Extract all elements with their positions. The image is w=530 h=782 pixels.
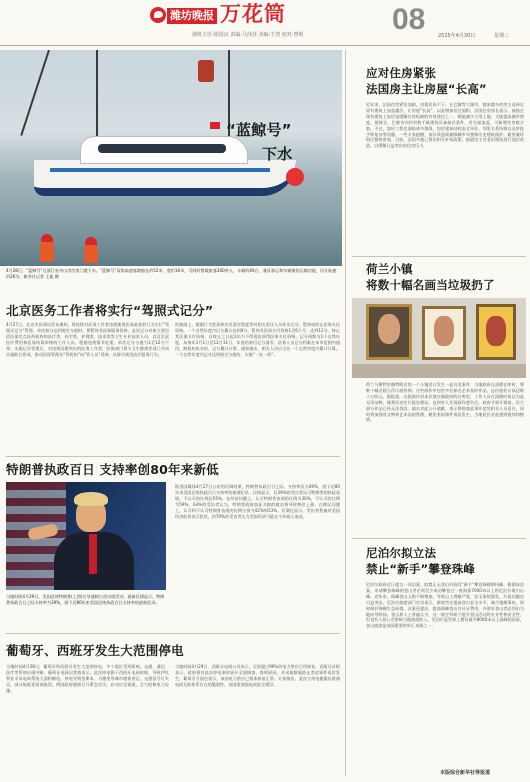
trump-photo-caption: 当地时间4月29日，美国总统特朗普(上图)在华盛顿白宫出席活动。最新民调显示，特朗普执政百日之际支持率为39%，创下近80年来美国总统执政百日支持率的最低纪录。 [6, 594, 165, 605]
auction-article-body: 荷兰马斯特里赫特附近的一个小镇近日发生一起乌龙事件：当地政府在清理仓库时，将数十幅名画当作垃圾扔掉。这些画作中包括多位知名艺术家的作品，总价值估计高达数十万欧元。据报道，这批画作原本存放在镇政府的仓库里，工作人员在清理时误以为是无用杂物，便将其送往垃圾处理站。直到有人发现画作遗失后，政府才展开调查，但大部分作品已经无法找回。镇长对此公开道歉，表示将彻查此事并追究相关人员责任，同时将加强对文物和艺术品的管理，避免类似事件再次发生。当地居民对此感到震惊和惋惜。 [366, 382, 524, 423]
ship-windows [98, 144, 226, 153]
trump-article-title: 特朗普执政百日 支持率创80年来新低 [6, 462, 219, 477]
beijing-article-body-col1: 4月27日，北京市医保局发布通知，将连续对医务工作者违规使用医保基金的行为实行“驾照式记分”管理。单次扣分达到规定分值时，将暂停其医保服务资格。此次记分对象主要包括医保定点医药机构的医疗类、药学类、护理类、技术类等卫生专业技术人员，以及负责医疗费用和医保结算审核的工作人员。根据违规情节轻重，单次记分分值为1至12分不等。实施记分管理后，对违规问题突出的医务工作者，医保部门将与卫生健康等部门共同实施联合惩戒，推动医保管理从“管机构”向“管人员”延伸，从源头规范医疗服务行为。 [6, 322, 169, 357]
spain-article-body-col2: 当地时间4月29日，西班牙电网公司表示，全国超过99%的电力供应已经恢复。西班牙首相表示，政府将对此次停电事故展开全面调查，查明原因，并采取措施防止类似事件再次发生。葡萄牙方面也表示，该国电力供应已基本恢复正常。专家指出，此次大停电暴露出欧洲电网互联体系存在的脆弱性，各国需加强电网安全建设。 [175, 664, 340, 687]
issue-weekday: 星期三 [494, 33, 510, 39]
worker-figure [84, 243, 98, 263]
section-divider [6, 633, 340, 634]
beijing-article-title: 北京医务工作者将实行“驾照式记分” [6, 303, 214, 318]
section-divider [352, 256, 526, 257]
section-divider [352, 538, 526, 539]
paper-logo [150, 6, 214, 26]
ship-balloon-decoration [286, 168, 304, 186]
paintings-photo [352, 298, 526, 378]
spain-article-title: 葡萄牙、西班牙发生大范围停电 [6, 643, 184, 658]
auction-title-line2: 将数十幅名画当垃圾扔了 [366, 278, 495, 292]
person-tie [89, 534, 97, 574]
ship-overlay-title-line1: “蓝鲸号” [226, 121, 292, 139]
housing-title-line2: 法国房主让房屋“长高” [366, 82, 487, 96]
worker-figure [40, 240, 54, 262]
column-divider [345, 50, 346, 776]
ship-photo-caption: 4月28日，“蓝鲸号”在浙江省舟山市沈家门港下水。“蓝鲸号”双体高速客滚船长约52米、宽约16米，可同时搭载旅客300余人、车辆约40台，兼具客运和车辆滚装运输功能，设计航速约26节。新华社记者 王振 摄 [6, 268, 337, 279]
painting-figure [486, 316, 506, 346]
masthead [0, 0, 530, 46]
paper-name: 潍坊晚报 [167, 8, 217, 24]
trump-photo [6, 482, 166, 590]
ship-stripe [50, 168, 270, 172]
housing-title-line1: 应对住房紧张 [366, 66, 437, 80]
crane-cable [96, 50, 98, 142]
section-title: 万花筒 [220, 1, 286, 26]
beijing-article-body-col2: 的基础上，根据行为性质和负有责任程度等对相关责任人员作出记分，暂停或终止医保支付资格。一个自然年度内记分累计达到9分，暂停其医保支付资格1至6个月；达到12分，终止其医保支付资格，自终止之日起1年内不得再次获得医保支付资格。记分周期为1个自然年度，从每年1月1日至12月31日，年度结束后记分清零。医务人员记分档案在本市范围内通用，跨机构执业的，记分累计计算。通知指出，相关人员应当在一个自然年度内累计计算。一个自然年度内记分达到规定分值的，实施“一处一档”。 [175, 322, 340, 357]
page-number: 08 [392, 3, 426, 36]
ship-flag-icon [210, 122, 220, 129]
crane-cable [20, 50, 50, 136]
painting-portrait [378, 314, 400, 344]
person-hair [74, 492, 108, 506]
source-note: 本版综合新华社等报道 [440, 770, 491, 776]
nepal-article-body: 尼泊尔政府近日提交一项法案，拟禁止无登山经验的“新手”攀登珠穆朗玛峰。根据该法案，申请攀登珠峰的登山者必须至少成功攀登过一座海拔7000米以上的尼泊尔境内山峰。近年来，珠峰登山人数不断增加，导致山上拥堵严重，安全事故频发，垃圾问题也日益突出。尼泊尔旅游部门官员表示，新规旨在提高登山安全水平，减少遇难事故，同时保护珠峰生态环境。法案还提出，提高珠峰登山许可证费用，并要求登山者必须由当地向导陪同。登山界人士普遍认为，这一规定有助于提升登山活动的专业性和安全性，但也有人担心会影响当地旅游收入。尼泊尔是世界上拥有最多8000米以上高峰的国家，登山旅游是该国重要的外汇来源之一。 [366, 582, 524, 629]
nepal-title-line2: 禁止“新手”攀登珠峰 [366, 562, 476, 576]
masthead-divider [0, 45, 530, 46]
ship-hull [34, 160, 296, 196]
ship-launch-photo [0, 50, 342, 266]
housing-article-body: 近年来，法国住房紧张加剧，房租居高不下。在巴黎等大城市，越来越多的房主选择在原有建筑上加盖楼层，让房屋“长高”，以此增加居住面积。法国住房部长表示，鼓励在现有建筑上加层是缓解住房短缺的有效途径之一，既能减少占用土地，又能提高城市密度。据统计，巴黎市内约有数千栋建筑具备加层条件，若全部加盖，可新增住房数万套。不过，加层工程也面临诸多挑战，包括建筑结构安全评估、邻里关系协调以及审批手续复杂等问题。一些专家提醒，加层改造需兼顾城市风貌和历史建筑保护，避免破坏街区整体景观。目前，法国多地已推出相关补贴政策，鼓励房主对老旧建筑进行加层改造，以缓解日益突出的住房压力。 [366, 102, 524, 149]
ship-overlay-title-line2: 下水 [262, 145, 293, 163]
section-divider [6, 456, 340, 457]
spain-article-body-col1: 当地时间4月28日，葡萄牙和西班牙发生大范围停电，多个地区受到影响，交通、通信、医疗等系统出现中断。葡萄牙电网运营商表示，此次停电源于西班牙电网故障，导致伊比利亚半岛电网系统大面积断电。停电导致里斯本、马德里等城市地铁停运，交通信号灯失灵，部分航班延误或取消。两国政府随即召开紧急会议，启动应急预案，全力抢修电力设施。 [6, 664, 169, 693]
worker-helmet-icon [41, 234, 53, 242]
nepal-title-line1: 尼泊尔拟立法 [366, 546, 437, 560]
trump-article-body: 据美国媒体4月27日公布的民调结果，特朗普执政百日之际，支持率仅为39%，创下近80年来美国总统执政百日支持率的最低纪录。民调显示，仅39%的受访者认可特朗普的执政表现，不认可的比例达55%。在经济问题上，认可特朗普表现的比例为36%，不认可的比例为59%。63%的受访者认为，特朗普政府加征关税的做法将导致物价上涨。在移民问题上，认可和不认可特朗普表现的比例分别为42%和53%。民调还显示，受访者普遍对美国经济前景表示担忧，约70%的受访者认为美国经济可能在今年陷入衰退。 [175, 484, 340, 519]
worker-helmet-icon [85, 237, 97, 245]
masthead-credits: 值班主任:徐国良 责编:马莎莎 美编:王湾 校对:曾艳 [192, 32, 304, 38]
auction-title-line1: 荷兰小镇 [366, 262, 413, 276]
crane-hook [198, 60, 214, 82]
painting-figure [434, 316, 454, 346]
gallery-floor [352, 364, 526, 378]
logo-emblem-swoosh-icon [154, 11, 163, 18]
issue-date: 2025年4月30日 [438, 33, 476, 39]
